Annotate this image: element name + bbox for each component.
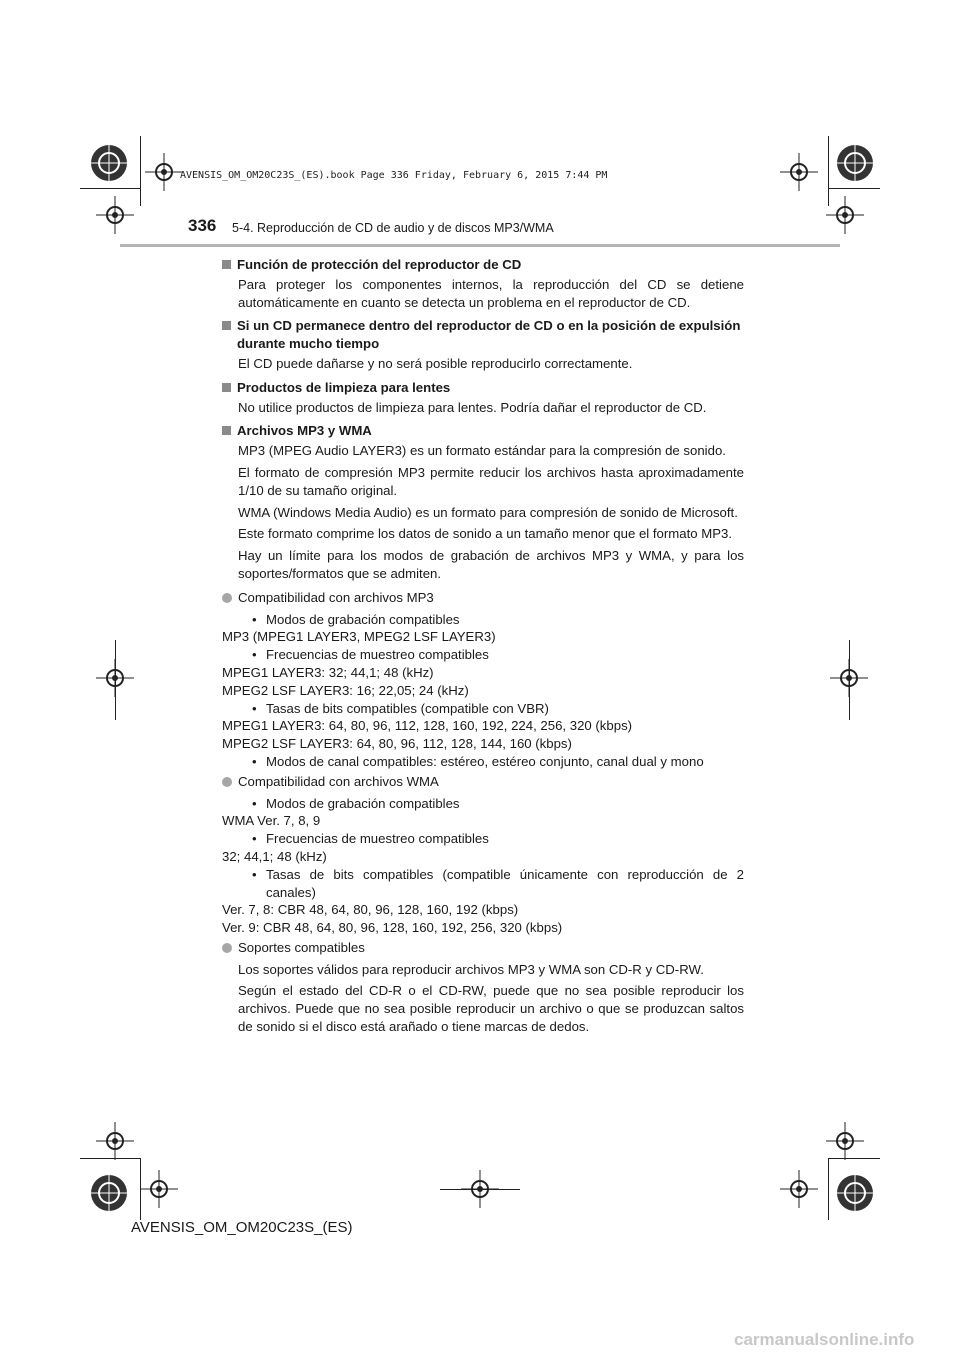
list-item-detail: MP3 (MPEG1 LAYER3, MPEG2 LSF LAYER3) bbox=[222, 629, 496, 645]
header-rule bbox=[120, 244, 840, 247]
crosshair-icon bbox=[826, 196, 864, 234]
registration-target-icon bbox=[834, 142, 876, 184]
registration-target-icon bbox=[88, 142, 130, 184]
bullet-icon: • bbox=[252, 753, 257, 769]
subsection-heading bbox=[222, 939, 744, 957]
page-content bbox=[222, 256, 744, 1036]
list-item-detail: MPEG2 LSF LAYER3: 16; 22,05; 24 (kHz) bbox=[222, 682, 469, 698]
paragraph: MP3 (MPEG Audio LAYER3) es un formato estándar para la compresión de sonido. bbox=[238, 443, 726, 459]
list-item-detail: MPEG1 LAYER3: 64, 80, 96, 112, 128, 160, 192, 224, 256, 320 (kbps) bbox=[222, 718, 633, 734]
crosshair-icon bbox=[826, 1122, 864, 1160]
subsection-heading-text: Compatibilidad con archivos WMA bbox=[238, 773, 439, 789]
circle-bullet-icon bbox=[222, 593, 232, 603]
square-bullet-icon bbox=[222, 260, 231, 269]
list-item-detail: Ver. 7, 8: CBR 48, 64, 80, 96, 128, 160, 192 (kbps) bbox=[222, 902, 519, 918]
bullet-icon: • bbox=[252, 831, 257, 847]
section-heading bbox=[222, 379, 744, 397]
heading-text: Productos de limpieza para lentes bbox=[237, 379, 451, 395]
page-number: 336 bbox=[188, 216, 217, 235]
list-item-detail: MPEG1 LAYER3: 32; 44,1; 48 (kHz) bbox=[222, 664, 434, 680]
paragraph: Para proteger los componentes internos, la reproducción del CD se detiene automáticamente en cuanto se detecta un problema en el reproductor de CD. bbox=[238, 276, 744, 310]
paragraph: El CD puede dañarse y no será posible reproducirlo correctamente. bbox=[238, 355, 633, 371]
section-title: 5-4. Reproducción de CD de audio y de discos MP3/WMA bbox=[232, 221, 554, 235]
crosshair-icon bbox=[145, 153, 183, 191]
section-heading bbox=[222, 422, 744, 440]
paragraph: El formato de compresión MP3 permite reducir los archivos hasta aproximadamente 1/10 de su tamaño original. bbox=[238, 464, 744, 498]
list-item bbox=[252, 795, 744, 813]
subsection-heading bbox=[222, 773, 744, 791]
circle-bullet-icon bbox=[222, 943, 232, 953]
square-bullet-icon bbox=[222, 321, 231, 330]
registration-target-icon bbox=[834, 1172, 876, 1214]
book-info-line: AVENSIS_OM_OM20C23S_(ES).book Page 336 Friday, February 6, 2015 7:44 PM bbox=[180, 170, 608, 181]
crosshair-icon bbox=[140, 1170, 178, 1208]
subsection-heading bbox=[222, 589, 744, 607]
subsection-heading-text: Compatibilidad con archivos MP3 bbox=[238, 589, 434, 605]
list-item-text: Frecuencias de muestreo compatibles bbox=[266, 647, 489, 663]
watermark: carmanualsonline.info bbox=[734, 1330, 915, 1349]
square-bullet-icon bbox=[222, 426, 231, 435]
list-item bbox=[252, 830, 744, 848]
paragraph: Hay un límite para los modos de grabación de archivos MP3 y WMA, y para los soportes/formatos que se admiten. bbox=[238, 548, 744, 581]
crosshair-icon bbox=[96, 196, 134, 234]
crosshair-icon bbox=[96, 1122, 134, 1160]
section-heading bbox=[222, 317, 744, 353]
list-item bbox=[252, 753, 744, 771]
heading-text: Función de protección del reproductor de CD bbox=[237, 257, 522, 272]
list-item bbox=[252, 646, 744, 664]
crosshair-icon bbox=[780, 1170, 818, 1208]
subsection-heading-text: Soportes compatibles bbox=[238, 939, 365, 955]
crosshair-icon bbox=[780, 153, 818, 191]
list-item-text: Modos de grabación compatibles bbox=[266, 611, 460, 627]
list-item bbox=[252, 866, 744, 902]
bullet-icon: • bbox=[252, 700, 257, 716]
list-item-text: Modos de canal compatibles: estéreo, estéreo conjunto, canal dual y mono bbox=[266, 753, 704, 769]
list-item-text: Modos de grabación compatibles bbox=[266, 795, 460, 811]
heading-text: Si un CD permanece dentro del reproductor de CD o en la posición de expulsión durante mucho tiempo bbox=[237, 318, 741, 352]
bullet-icon: • bbox=[252, 795, 257, 811]
bullet-icon: • bbox=[252, 611, 257, 627]
paragraph: Según el estado del CD-R o el CD-RW, puede que no sea posible reproducir los archivos. Puede que no sea posible reproducir un archivo o que se produzcan saltos de sonido si el disco está arañado o tiene marcas de dedos. bbox=[238, 983, 744, 1035]
paragraph: No utilice productos de limpieza para lentes. Podría dañar el reproductor de CD. bbox=[238, 399, 707, 415]
paragraph: Este formato comprime los datos de sonido a un tamaño menor que el formato MP3. bbox=[238, 526, 733, 542]
bullet-icon: • bbox=[252, 647, 257, 663]
list-item bbox=[252, 700, 744, 718]
list-item-text: Frecuencias de muestreo compatibles bbox=[266, 831, 489, 847]
list-item bbox=[252, 611, 744, 629]
list-item-detail: MPEG2 LSF LAYER3: 64, 80, 96, 112, 128, 144, 160 (kbps) bbox=[222, 736, 572, 752]
list-item-detail: WMA Ver. 7, 8, 9 bbox=[222, 813, 321, 829]
registration-target-icon bbox=[88, 1172, 130, 1214]
list-item-text: Tasas de bits compatibles (compatible únicamente con reproducción de 2 canales) bbox=[266, 866, 744, 900]
section-heading bbox=[222, 256, 744, 274]
list-item-detail: 32; 44,1; 48 (kHz) bbox=[222, 848, 327, 864]
bullet-icon: • bbox=[252, 866, 257, 882]
circle-bullet-icon bbox=[222, 777, 232, 787]
list-item-text: Tasas de bits compatibles (compatible con VBR) bbox=[266, 700, 549, 716]
square-bullet-icon bbox=[222, 383, 231, 392]
heading-text: Archivos MP3 y WMA bbox=[237, 423, 372, 439]
paragraph: Los soportes válidos para reproducir archivos MP3 y WMA son CD-R y CD-RW. bbox=[238, 961, 704, 977]
list-item-detail: Ver. 9: CBR 48, 64, 80, 96, 128, 160, 192, 256, 320 (kbps) bbox=[222, 920, 563, 936]
footer-code: AVENSIS_OM_OM20C23S_(ES) bbox=[131, 1219, 353, 1236]
paragraph: WMA (Windows Media Audio) es un formato para compresión de sonido de Microsoft. bbox=[238, 504, 738, 520]
